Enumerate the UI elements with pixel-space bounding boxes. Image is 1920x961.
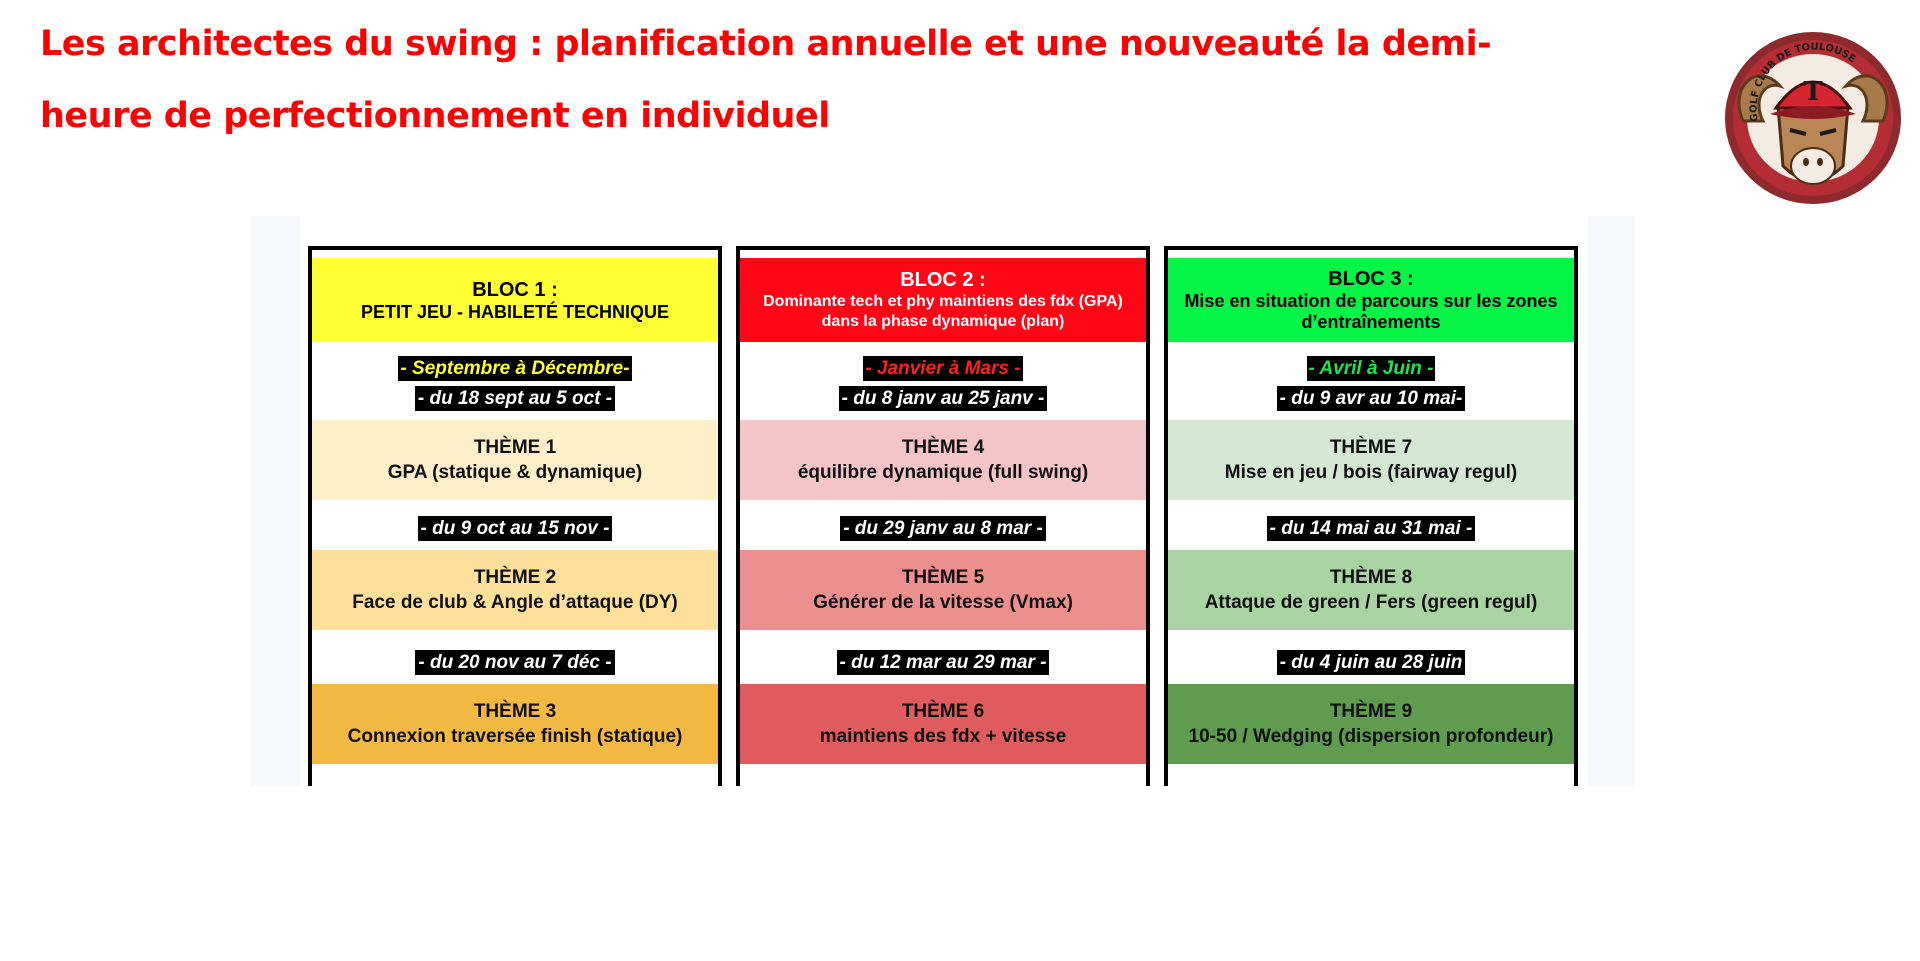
theme-box — [740, 550, 1146, 630]
bloc-title: BLOC 2 : — [900, 269, 986, 291]
bloc-title: BLOC 3 : — [1328, 268, 1414, 290]
theme-name: THÈME 7 — [1329, 437, 1413, 458]
golf-club-logo — [1718, 26, 1908, 211]
bloc-period-label: - Janvier à Mars - — [865, 358, 1021, 379]
theme-date-label: - du 12 mar au 29 mar - — [837, 650, 1050, 675]
page-title: Les architectes du swing : planification annuelle et une nouveauté la demi-heure de perfectionnement en individuel — [40, 24, 1492, 136]
svg-text:T: T — [1803, 77, 1823, 107]
bloc-subtitle: Mise en situation de parcours sur les zones d’entraînements — [1184, 291, 1558, 332]
theme-description: maintiens des fdx + vitesse — [819, 726, 1067, 747]
theme-description: Face de club & Angle d’attaque (DY) — [352, 592, 678, 613]
theme-box — [312, 420, 718, 500]
bloc-period-label: - Avril à Juin - — [1308, 358, 1434, 379]
bloc-period — [312, 356, 718, 381]
theme-description: Générer de la vitesse (Vmax) — [813, 592, 1073, 613]
theme-date — [312, 516, 718, 541]
theme-date — [1168, 650, 1574, 675]
theme-description: Connexion traversée finish (statique) — [347, 726, 683, 747]
theme-date-label: - du 9 oct au 15 nov - — [418, 516, 613, 541]
theme-name: THÈME 3 — [473, 701, 557, 722]
theme-description: Mise en jeu / bois (fairway regul) — [1224, 462, 1518, 483]
theme-box — [312, 684, 718, 764]
theme-name: THÈME 6 — [901, 701, 985, 722]
bloc-subtitle: Dominante tech et phy maintiens des fdx (GPA) dans la phase dynamique (plan) — [763, 293, 1123, 330]
theme-box — [1168, 684, 1574, 764]
theme-date-label: - du 9 avr au 10 mai- — [1277, 386, 1466, 411]
theme-box — [740, 684, 1146, 764]
theme-date-label: - du 20 nov au 7 déc - — [415, 650, 614, 675]
theme-date-label: - du 4 juin au 28 juin — [1277, 650, 1466, 675]
theme-date — [740, 650, 1146, 675]
theme-name: THÈME 1 — [473, 437, 557, 458]
theme-description: GPA (statique & dynamique) — [387, 462, 643, 483]
theme-date — [740, 386, 1146, 411]
bloc-period — [1168, 356, 1574, 381]
theme-date — [1168, 386, 1574, 411]
bloc-column-1 — [308, 246, 722, 786]
theme-box — [1168, 550, 1574, 630]
bloc-period — [740, 356, 1146, 381]
theme-box — [740, 420, 1146, 500]
theme-date — [312, 650, 718, 675]
theme-description: équilibre dynamique (full swing) — [797, 462, 1089, 483]
theme-date-label: - du 29 janv au 8 mar - — [840, 516, 1046, 541]
theme-date-label: - du 18 sept au 5 oct - — [415, 386, 615, 411]
theme-box — [1168, 420, 1574, 500]
theme-date — [1168, 516, 1574, 541]
bloc-column-3 — [1164, 246, 1578, 786]
bloc-header — [312, 258, 718, 342]
theme-date-label: - du 14 mai au 31 mai - — [1267, 516, 1476, 541]
bloc-subtitle: PETIT JEU - HABILETÉ TECHNIQUE — [360, 301, 670, 322]
bloc-header — [1168, 258, 1574, 342]
bloc-header — [740, 258, 1146, 342]
theme-name: THÈME 4 — [901, 437, 985, 458]
theme-date-label: - du 8 janv au 25 janv - — [839, 386, 1048, 411]
svg-text:GOLF CLUB DE TOULOUSE: GOLF CLUB DE TOULOUSE — [1748, 41, 1858, 123]
theme-name: THÈME 5 — [901, 567, 985, 588]
theme-name: THÈME 2 — [473, 567, 557, 588]
theme-name: THÈME 8 — [1329, 567, 1413, 588]
bloc-column-2 — [736, 246, 1150, 786]
theme-box — [312, 550, 718, 630]
bloc-period-label: - Septembre à Décembre- — [400, 358, 630, 379]
bloc-title: BLOC 1 : — [472, 278, 558, 301]
annual-schedule — [250, 216, 1634, 786]
theme-name: THÈME 9 — [1329, 701, 1413, 722]
theme-description: Attaque de green / Fers (green regul) — [1204, 592, 1538, 613]
theme-date — [312, 386, 718, 411]
theme-date — [740, 516, 1146, 541]
theme-description: 10-50 / Wedging (dispersion profondeur) — [1188, 726, 1554, 747]
